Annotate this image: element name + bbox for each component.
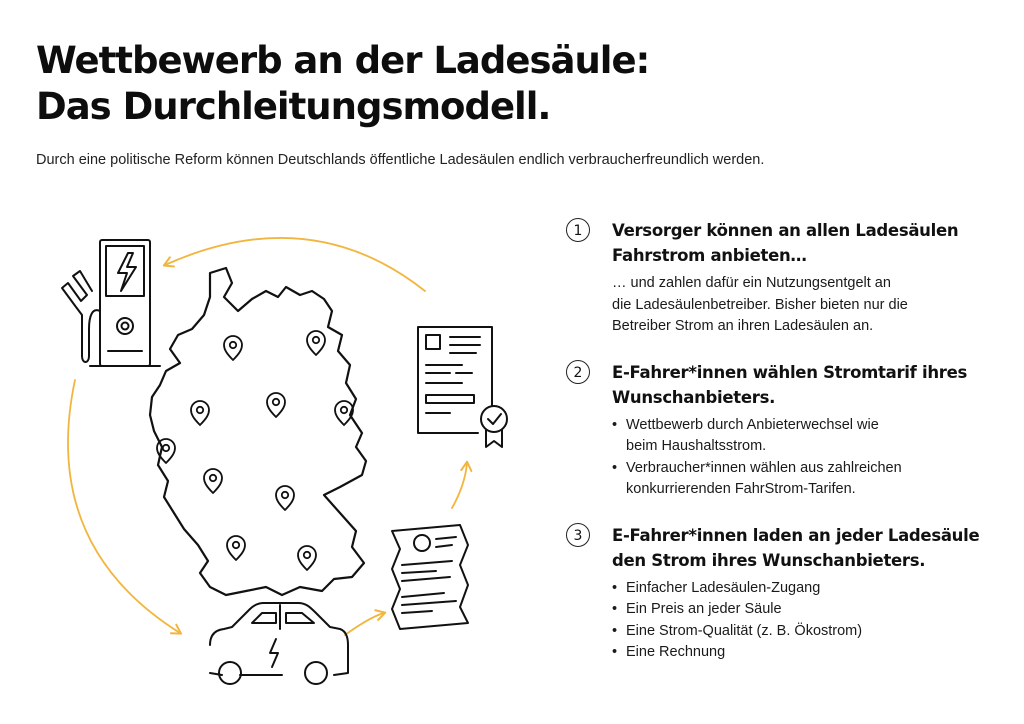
bullet-item: • Verbraucher*innen wählen aus zahlreichen konkurrierenden FahrStrom-Tarifen. [612,458,996,501]
bullet-item: • Einfacher Ladesäulen-Zugang [612,578,996,600]
bullet-item: • Eine Rechnung [612,642,996,664]
location-pin-icon [267,393,285,417]
heading-line: E-Fahrer*innen wählen Stromtarif ihres [612,362,968,382]
step-2 [566,360,996,501]
heading-line: den Strom ihres Wunschanbieters. [612,550,926,570]
step-1 [566,218,996,338]
bullet-list [612,578,996,664]
heading-line: Versorger können an allen Ladesäulen [612,221,959,240]
step-heading [612,218,996,268]
title-line-2: Das Durchleitungsmodell. [36,85,551,128]
germany-map-icon [150,268,366,595]
bullet-item: • Eine Strom-Qualität (z. B. Ökostrom) [612,621,996,643]
charging-station-icon [62,240,160,366]
location-pin-icon [227,536,245,560]
subtitle: Durch eine politische Reform können Deutschlands öffentliche Ladesäulen endlich verbraucherfreundlich werden. [36,152,765,168]
location-pin-icon [307,331,325,355]
step-heading [612,523,996,573]
page-title [36,38,649,130]
step-3 [566,523,996,664]
location-pin-icon [204,469,222,493]
step-number: 2 [566,360,590,384]
text-line: Betreiber Strom an ihren Ladesäulen an. [612,318,874,334]
cycle-arrows [68,238,467,635]
arrow-left [68,380,180,633]
title-line-1: Wettbewerb an der Ladesäule: [36,39,650,82]
flyer-brochure-icon [392,525,468,629]
illustration [40,225,550,705]
heading-line: Wunschanbieters. [612,387,776,407]
heading-line: E-Fahrer*innen laden an jeder Ladesäule [612,525,980,545]
bullet-list [612,415,996,501]
step-number: 1 [566,218,590,242]
location-pin-icon [191,401,209,425]
step-description [612,273,996,338]
contract-certificate-icon [418,327,507,447]
location-pin-icon [298,546,316,570]
electric-car-icon [210,603,348,684]
heading-line: Fahrstrom anbieten… [612,246,807,265]
arrow-bottom [345,613,384,635]
location-pin-icon [276,486,294,510]
location-pin-icon [224,336,242,360]
text-line: die Ladesäulenbetreiber. Bisher bieten nur die [612,296,908,313]
step-number: 3 [566,523,590,547]
map-pins [157,331,353,570]
text-line: … und zahlen dafür ein Nutzungsentgelt an [612,275,891,291]
arrow-top [165,238,425,291]
step-heading [612,360,996,410]
arrow-right [452,463,467,508]
bullet-item: • Wettbewerb durch Anbieterwechsel wie beim Haushaltsstrom. [612,415,996,458]
bullet-item: • Ein Preis an jeder Säule [612,599,996,621]
steps-list [566,218,996,686]
